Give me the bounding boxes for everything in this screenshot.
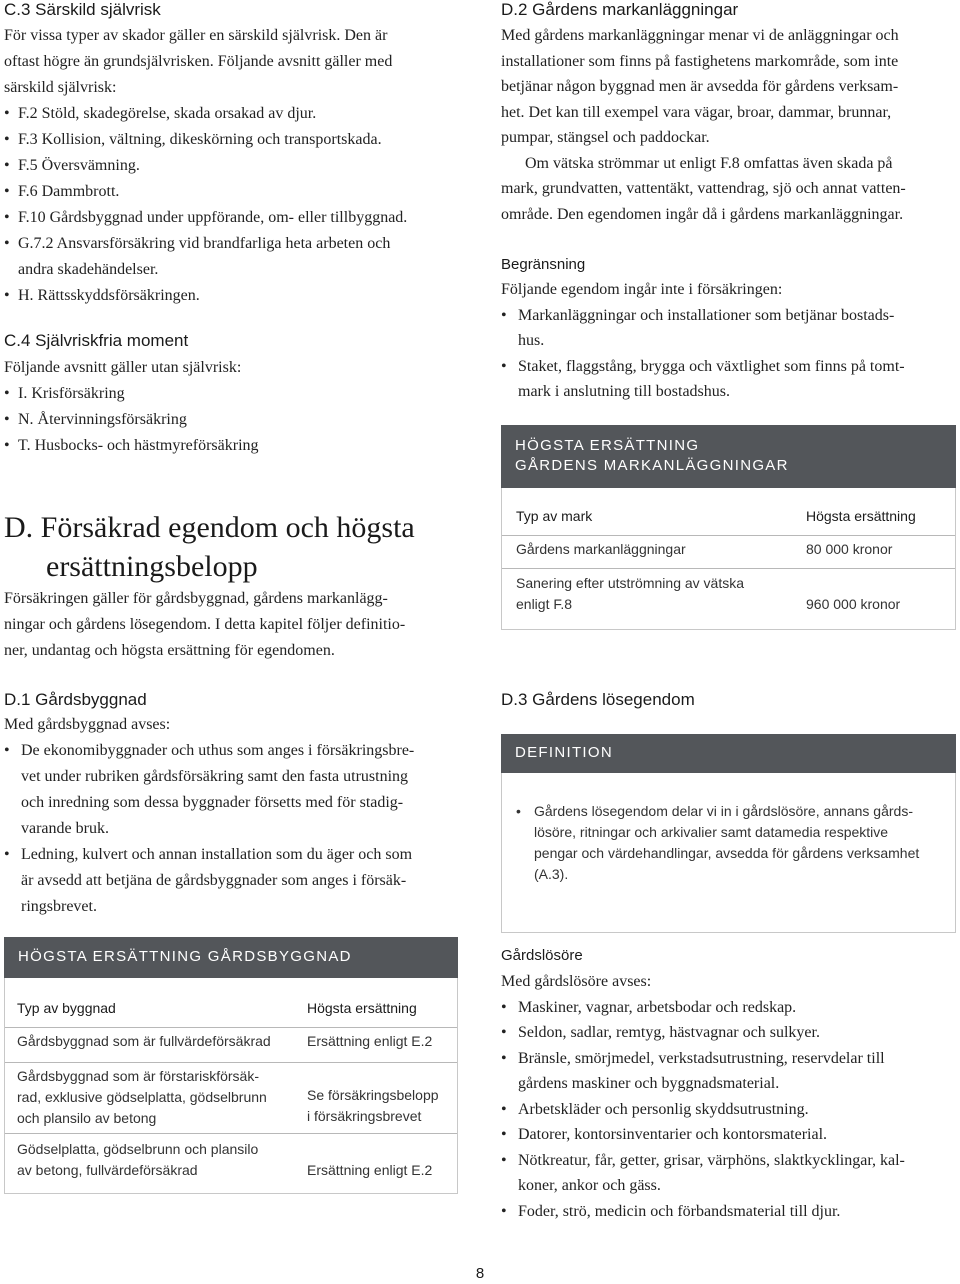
list-item: • Datorer, kontorsinventarier och kontorsmaterial. — [501, 1122, 956, 1148]
subsection-heading: Gårdslösöre — [501, 947, 583, 964]
section-d2 — [501, 0, 956, 405]
section-heading: D.3 Gårdens lösegendom — [501, 690, 695, 709]
compensation-table-building — [4, 937, 458, 1194]
paragraph: Med gårdslösöre avses: — [501, 973, 652, 990]
list-item: • Markanläggningar och installationer som betjänar bostads- hus. — [501, 303, 956, 354]
bullet-list — [4, 101, 460, 257]
list-item: • I. Krisförsäkring — [4, 381, 460, 407]
subsection-heading: Begränsning — [501, 256, 586, 273]
table-cell: Gårdsbyggnad som är fullvärdeförsäkrad — [17, 1033, 271, 1049]
section-intro: Följande avsnitt gäller utan självrisk: — [4, 359, 242, 376]
table-title: HÖGSTA ERSÄTTNING GÅRDENS MARKANLÄGGNINGAR — [501, 425, 956, 488]
definition-text: • Gårdens lösegendom delar vi in i gårdslösöre, annans gårds- lösöre, ritningar och arkivalier samt datamedia respektive pengar och värdehandlingar, avsedda för gårdens verksamhet (A.3). — [516, 803, 920, 882]
table-cell: 960 000 kronor — [806, 596, 901, 612]
divider — [5, 1133, 457, 1134]
column-header: Högsta ersättning — [806, 508, 916, 524]
list-item: • F.2 Stöld, skadegörelse, skada orsakad av djur. — [4, 101, 460, 127]
table-cell: Gårdens markanläggningar — [516, 541, 686, 557]
table-body — [4, 978, 458, 1194]
list-item: • T. Husbocks- och hästmyreförsäkring — [4, 433, 460, 459]
list-item: • G.7.2 Ansvarsförsäkring vid brandfarliga heta arbeten och — [4, 231, 460, 257]
list-item: • De ekonomibyggnader och uthus som anges i försäkringsbre- vet under rubriken gårdsförsäkring samt den fasta utrustning och inredning som dessa byggnader försetts med för stadig- varande bruk. — [4, 738, 460, 842]
section-d1 — [4, 690, 460, 920]
list-item: • Arbetskläder och personlig skyddsutrustning. — [501, 1097, 956, 1123]
section-intro: Med gårdsbyggnad avses: — [4, 716, 171, 733]
section-heading: C.3 Särskild självrisk — [4, 0, 161, 19]
list-item: • N. Återvinningsförsäkring — [4, 407, 460, 433]
divider — [5, 1062, 457, 1063]
bullet-list — [501, 303, 956, 405]
compensation-table-land — [501, 425, 956, 630]
column-header: Högsta ersättning — [307, 1000, 417, 1016]
table-cell: Se försäkringsbelopp i försäkringsbrevet — [307, 1087, 439, 1124]
table-cell: 80 000 kronor — [806, 541, 893, 557]
definition-title: DEFINITION — [501, 734, 956, 773]
section-d — [4, 508, 460, 664]
table-cell: Gödselplatta, gödselbrunn och plansilo av betong, fullvärdeförsäkrad — [17, 1141, 259, 1178]
section-heading: C.4 Självriskfria moment — [4, 331, 189, 350]
list-item: • F.5 Översvämning. — [4, 153, 460, 179]
bullet-list — [4, 738, 460, 920]
table-body — [501, 488, 956, 630]
list-item: • Bränsle, smörjmedel, verkstadsutrustning, reservdelar till gårdens maskiner och byggnadsmaterial. — [501, 1046, 956, 1097]
definition-box — [501, 734, 956, 933]
column-header: Typ av mark — [516, 508, 593, 524]
list-item: • Foder, strö, medicin och förbandsmaterial till djur. — [501, 1199, 956, 1225]
chapter-title: D. Försäkrad egendom och högsta ersättningsbelopp — [4, 511, 415, 583]
section-heading: D.1 Gårdsbyggnad — [4, 690, 147, 709]
list-item: • Staket, flaggstång, brygga och växtlighet som finns på tomt- mark i anslutning till bostadshus. — [501, 354, 956, 405]
chapter-intro: Försäkringen gäller för gårdsbyggnad, gårdens markanlägg- ningar och gårdens lösegendom. I detta kapitel följer definitio- ner, undantag och högsta ersättning för egendomen. — [4, 590, 406, 659]
paragraph: Om vätska strömmar ut enligt F.8 omfattas även skada på mark, grundvatten, vattentäkt, vattendrag, sjö och annat vatten- område. Den egendomen ingår då i gårdens markanläggningar. — [501, 154, 906, 223]
bullet-list — [501, 995, 956, 1225]
list-item: • Maskiner, vagnar, arbetsbodar och redskap. — [501, 995, 956, 1021]
list-item: • F.10 Gårdsbyggnad under uppförande, om- eller tillbyggnad. — [4, 205, 460, 231]
section-intro: För vissa typer av skador gäller en särskild självrisk. Den är oftast högre än grundsjälvrisken. Följande avsnitt gäller med särskild självrisk: — [4, 27, 393, 96]
bullet-icon: • — [516, 803, 521, 819]
section-heading: D.2 Gårdens markanläggningar — [501, 0, 739, 19]
divider — [5, 1027, 457, 1028]
list-item: • F.3 Kollision, vältning, dikeskörning och transportskada. — [4, 127, 460, 153]
section-c3 — [4, 0, 460, 309]
section-c4 — [4, 331, 460, 459]
list-item: • Seldon, sadlar, remtyg, hästvagnar och sulkyer. — [501, 1020, 956, 1046]
definition-body — [501, 773, 956, 933]
page-number: 8 — [475, 1265, 485, 1282]
list-item: • Nötkreatur, får, getter, grisar, värphöns, slaktkycklingar, kal- koner, ankor och gäss. — [501, 1148, 956, 1199]
paragraph: Följande egendom ingår inte i försäkringen: — [501, 281, 783, 298]
bullet-list — [4, 283, 460, 309]
list-item-continuation: andra skadehändelser. — [18, 261, 159, 278]
list-item: • Ledning, kulvert och annan installation som du äger och som är avsedd att betjäna de gårdsbyggnader som anges i försäk- ringsbrevet. — [4, 842, 460, 920]
divider — [502, 568, 955, 569]
table-cell: Ersättning enligt E.2 — [307, 1162, 433, 1178]
section-d3 — [501, 690, 956, 710]
divider — [502, 535, 955, 536]
table-cell: Ersättning enligt E.2 — [307, 1033, 433, 1049]
section-gardslosore — [501, 946, 956, 1224]
paragraph: Med gårdens markanläggningar menar vi de anläggningar och installationer som finns på fastighetens markområde, som inte betjänar någon byggnad men är avsedda för gårdens verksam- het. Det kan till exempel vara vägar, broar, dammar, brunnar, pumpar, stängsel och paddockar. — [501, 27, 899, 146]
list-item: • F.6 Dammbrott. — [4, 179, 460, 205]
column-header: Typ av byggnad — [17, 1000, 116, 1016]
bullet-list — [4, 381, 460, 459]
table-cell: Sanering efter utströmning av vätska enligt F.8 — [516, 575, 745, 612]
list-item: • H. Rättsskyddsförsäkringen. — [4, 283, 460, 309]
table-cell: Gårdsbyggnad som är förstariskförsäk- rad, exklusive gödselplatta, gödselbrunn och plansilo av betong — [17, 1068, 267, 1126]
table-title: HÖGSTA ERSÄTTNING GÅRDSBYGGNAD — [4, 937, 458, 978]
